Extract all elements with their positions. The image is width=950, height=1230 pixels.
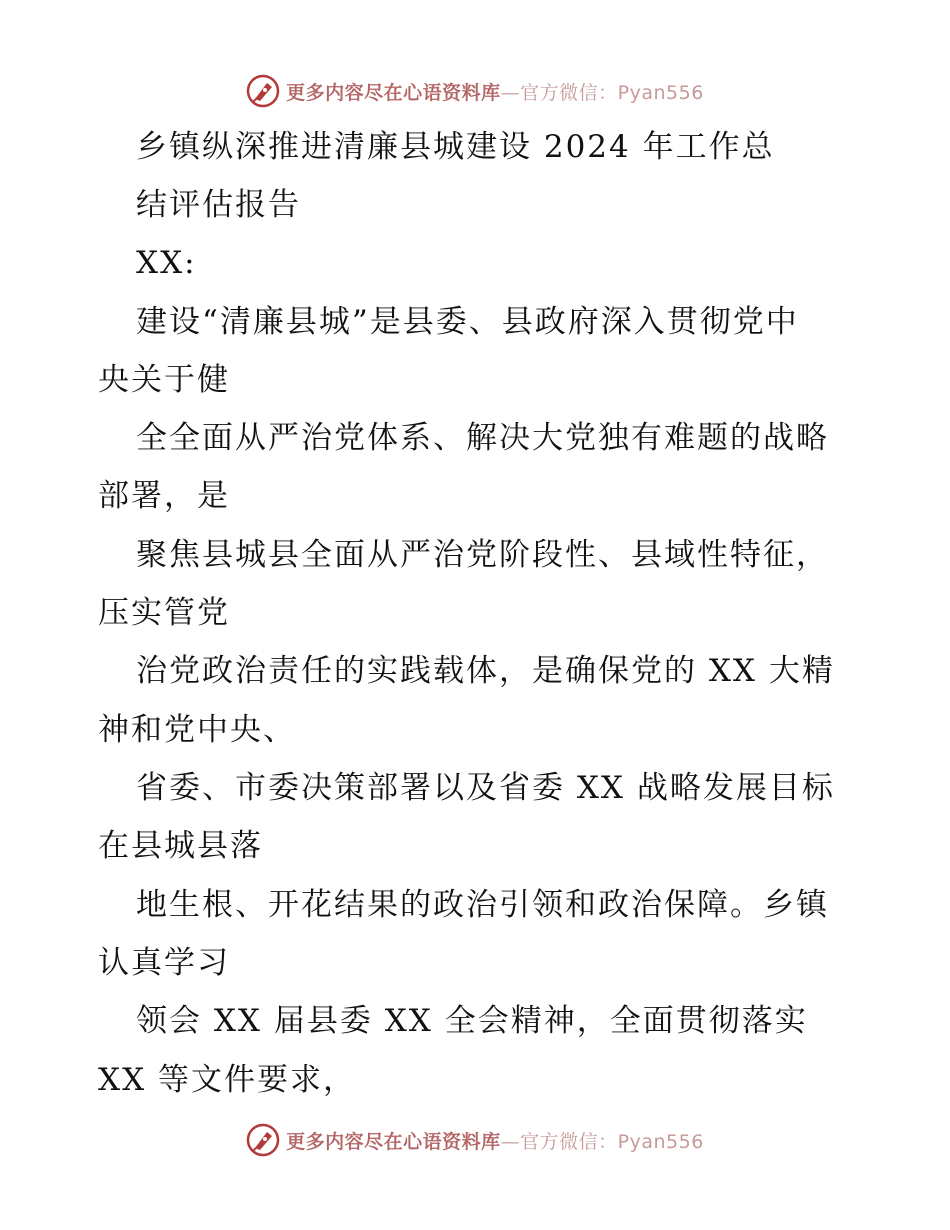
paragraph-line: 认真学习	[98, 945, 230, 981]
paragraph-line: 省委、市委决策部署以及省委 XX 战略发展目标	[136, 770, 835, 806]
watermark-text	[286, 1127, 704, 1154]
watermark-brand: 更多内容尽在心语资料库	[286, 1130, 501, 1153]
paragraph-line: 压实管党	[98, 595, 230, 631]
paragraph-line: 地生根、开花结果的政治引领和政治保障。乡镇	[136, 887, 829, 923]
footer-watermark-content	[246, 1123, 704, 1157]
paragraph-line: 聚焦县城县全面从严治党阶段性、县域性特征，	[136, 537, 829, 573]
document-title-line-2: 结评估报告	[136, 187, 301, 223]
paragraph-line: 建设“清廉县城”是县委、县政府深入贯彻党中	[136, 304, 799, 340]
footer-watermark	[0, 1120, 950, 1160]
paragraph-line: 央关于健	[98, 362, 230, 398]
document-salutation: XX:	[136, 245, 197, 281]
paragraph-line: 全全面从严治党体系、解决大党独有难题的战略	[136, 420, 829, 456]
watermark-separator: —	[500, 81, 521, 104]
watermark-brand: 更多内容尽在心语资料库	[286, 81, 501, 104]
watermark-separator: —	[500, 1130, 521, 1153]
watermark-wechat: 官方微信：Pyan556	[520, 81, 704, 104]
pen-nib-logo-icon	[246, 1123, 280, 1157]
paragraph-line: 神和党中央、	[98, 712, 296, 748]
document-title-line-1: 乡镇纵深推进清廉县城建设 2024 年工作总	[136, 129, 775, 165]
paragraph-line: XX 等文件要求，	[98, 1062, 356, 1098]
paragraph-line: 治党政治责任的实践载体，是确保党的 XX 大精	[136, 653, 835, 689]
watermark-wechat: 官方微信：Pyan556	[520, 1130, 704, 1153]
paragraph-line: 领会 XX 届县委 XX 全会精神，全面贯彻落实	[136, 1003, 808, 1039]
paragraph-line: 在县城县落	[98, 828, 263, 864]
paragraph-line: 部署，是	[98, 478, 230, 514]
